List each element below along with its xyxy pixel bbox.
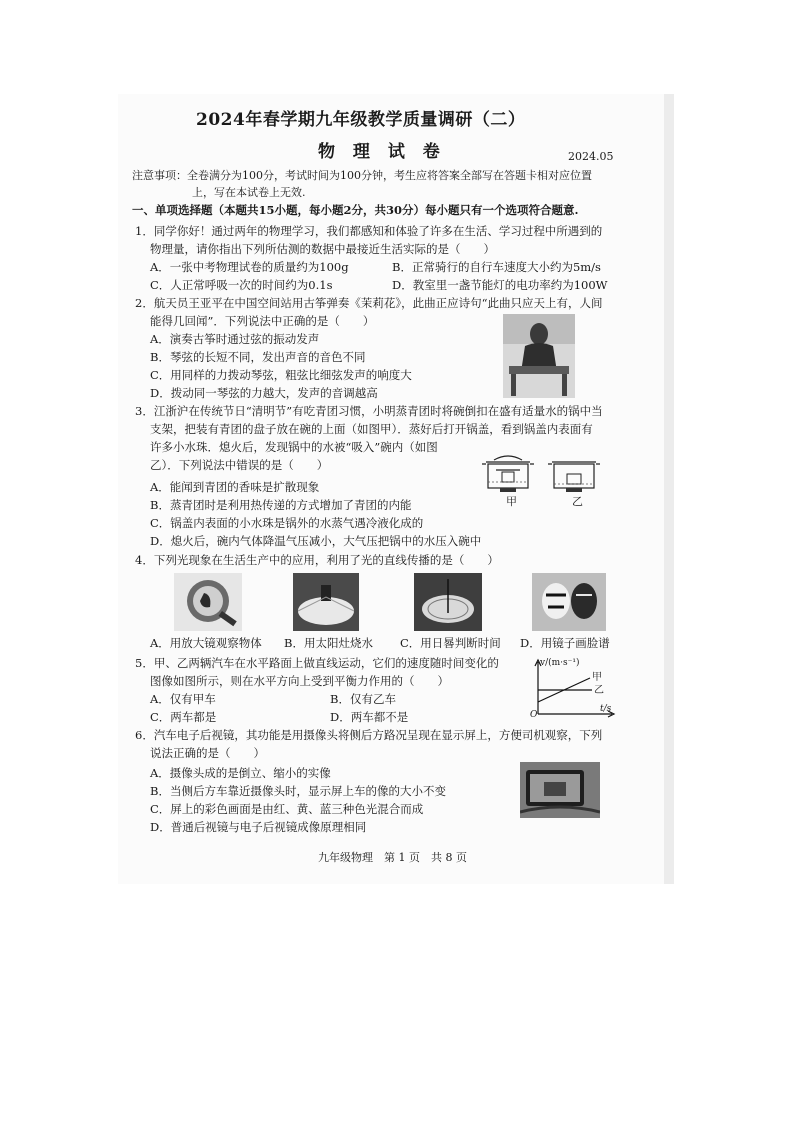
q5-option-c: C．两车都是	[150, 710, 217, 724]
q4-option-b: B．用太阳灶烧水	[284, 636, 373, 650]
q2-stem-line-2: 能得几回闻”．下列说法中正确的是（ ）	[150, 314, 375, 328]
graph-line-jia-label: 甲	[592, 672, 602, 683]
q5-option-a: A．仅有甲车	[150, 692, 216, 706]
page-title: 2024年春学期九年级教学质量调研（二）	[196, 110, 526, 130]
q4-option-d: D．用镜子画脸谱	[520, 636, 610, 650]
q5-stem-line-2: 图像如图所示，则在水平方向上受到平衡力作用的（ ）	[150, 674, 449, 688]
q6-option-d: D．普通后视镜与电子后视镜成像原理相同	[150, 820, 367, 834]
q1-option-d: D．教室里一盏节能灯的电功率约为100W	[392, 278, 608, 292]
q2-option-c: C．用同样的力拨动琴弦，粗弦比细弦发声的响度大	[150, 368, 412, 382]
exam-date: 2024.05	[568, 150, 614, 163]
q3-stem-line-3: 许多小水珠．熄火后，发现锅中的水被“吸入”碗内（如图	[150, 440, 438, 454]
electronic-mirror-photo	[520, 762, 600, 818]
mirror-face-painting-photo	[532, 573, 606, 631]
q1-option-c: C．人正常呼吸一次的时间约为0.1s	[150, 278, 333, 292]
fig-label-jia: 甲	[506, 495, 517, 508]
q1-option-b: B．正常骑行的自行车速度大小约为5m/s	[392, 260, 601, 274]
solar-cooker-photo	[293, 573, 359, 631]
q2-option-d: D．拨动同一琴弦的力越大，发声的音调越高	[150, 386, 378, 400]
sheet-edge-shadow	[664, 94, 674, 884]
q2-option-a: A．演奏古筝时通过弦的振动发声	[150, 332, 320, 346]
steamer-pot-diagram	[478, 448, 608, 508]
graph-y-label: v/(m·s⁻¹)	[540, 658, 580, 668]
sundial-photo	[414, 573, 482, 631]
q1-stem-line-2: 物理量，请你指出下列所估测的数据中最接近生活实际的是（ ）	[150, 242, 495, 256]
page-subtitle: 物 理 试 卷	[318, 142, 446, 162]
q6-option-a: A．摄像头成的是倒立、缩小的实像	[150, 766, 331, 780]
q3-option-b: B．蒸青团时是利用热传递的方式增加了青团的内能	[150, 498, 412, 512]
q4-option-c: C．用日晷判断时间	[400, 636, 501, 650]
q3-stem-line-4: 乙）．下列说法中错误的是（ ）	[150, 458, 329, 472]
q3-stem-line-1: 3．江浙沪在传统节日“清明节”有吃青团习惯，小明蒸青团时将碗倒扣在盛有适量水的锅中当	[135, 404, 603, 418]
fig-label-yi: 乙	[572, 495, 583, 508]
section-heading: 一、单项选择题（本题共15小题，每小题2分，共30分）每小题只有一个选项符合题意.	[132, 203, 579, 217]
q3-option-a: A．能闻到青团的香味是扩散现象	[150, 480, 320, 494]
q3-stem-line-2: 支架，把装有青团的盘子放在碗的上面（如图甲）．蒸好后打开锅盖，看到锅盖内表面有	[150, 422, 593, 436]
graph-line-yi-label: 乙	[594, 685, 604, 696]
q2-option-b: B．琴弦的长短不同，发出声音的音色不同	[150, 350, 366, 364]
q4-stem: 4．下列光现象在生活生产中的应用，利用了光的直线传播的是（ ）	[135, 553, 499, 567]
magnifier-photo	[174, 573, 242, 631]
q1-stem-line-1: 1．同学你好！通过两年的物理学习，我们都感知和体验了许多在生活、学习过程中所遇到的	[135, 224, 603, 238]
graph-origin-label: O	[530, 710, 538, 720]
q1-option-a: A．一张中考物理试卷的质量约为100g	[150, 260, 349, 274]
q6-stem-line-1: 6．汽车电子后视镜，其功能是用摄像头将侧后方路况呈现在显示屏上，方便司机观察，下列	[135, 728, 603, 742]
q2-stem-line-1: 2．航天员王亚平在中国空间站用古筝弹奏《茉莉花》，此曲正应诗句“此曲只应天上有，人间	[135, 296, 603, 310]
q3-option-c: C．锅盖内表面的小水珠是锅外的水蒸气遇冷液化成的	[150, 516, 424, 530]
q5-stem-line-1: 5．甲、乙两辆汽车在水平路面上做直线运动，它们的速度随时间变化的	[135, 656, 499, 670]
q6-option-b: B．当侧后方车靠近摄像头时，显示屏上车的像的大小不变	[150, 784, 446, 798]
q5-option-b: B．仅有乙车	[330, 692, 396, 706]
guzheng-player-photo	[503, 314, 575, 398]
q5-option-d: D．两车都不是	[330, 710, 409, 724]
notice-line-1: 注意事项：全卷满分为100分，考试时间为100分钟，考生应将答案全部写在答题卡相对应位置	[132, 169, 592, 182]
notice-line-2: 上，写在本试卷上无效.	[192, 186, 306, 199]
graph-x-label: t/s	[600, 704, 612, 714]
q3-option-d: D．熄火后，碗内气体降温气压减小，大气压把锅中的水压入碗中	[150, 534, 482, 548]
page-footer: 九年级物理 第 1 页 共 8 页	[318, 851, 467, 864]
q4-option-a: A．用放大镜观察物体	[150, 636, 262, 650]
q6-stem-line-2: 说法正确的是（ ）	[150, 746, 265, 760]
q6-option-c: C．屏上的彩色画面是由红、黄、蓝三种色光混合而成	[150, 802, 424, 816]
